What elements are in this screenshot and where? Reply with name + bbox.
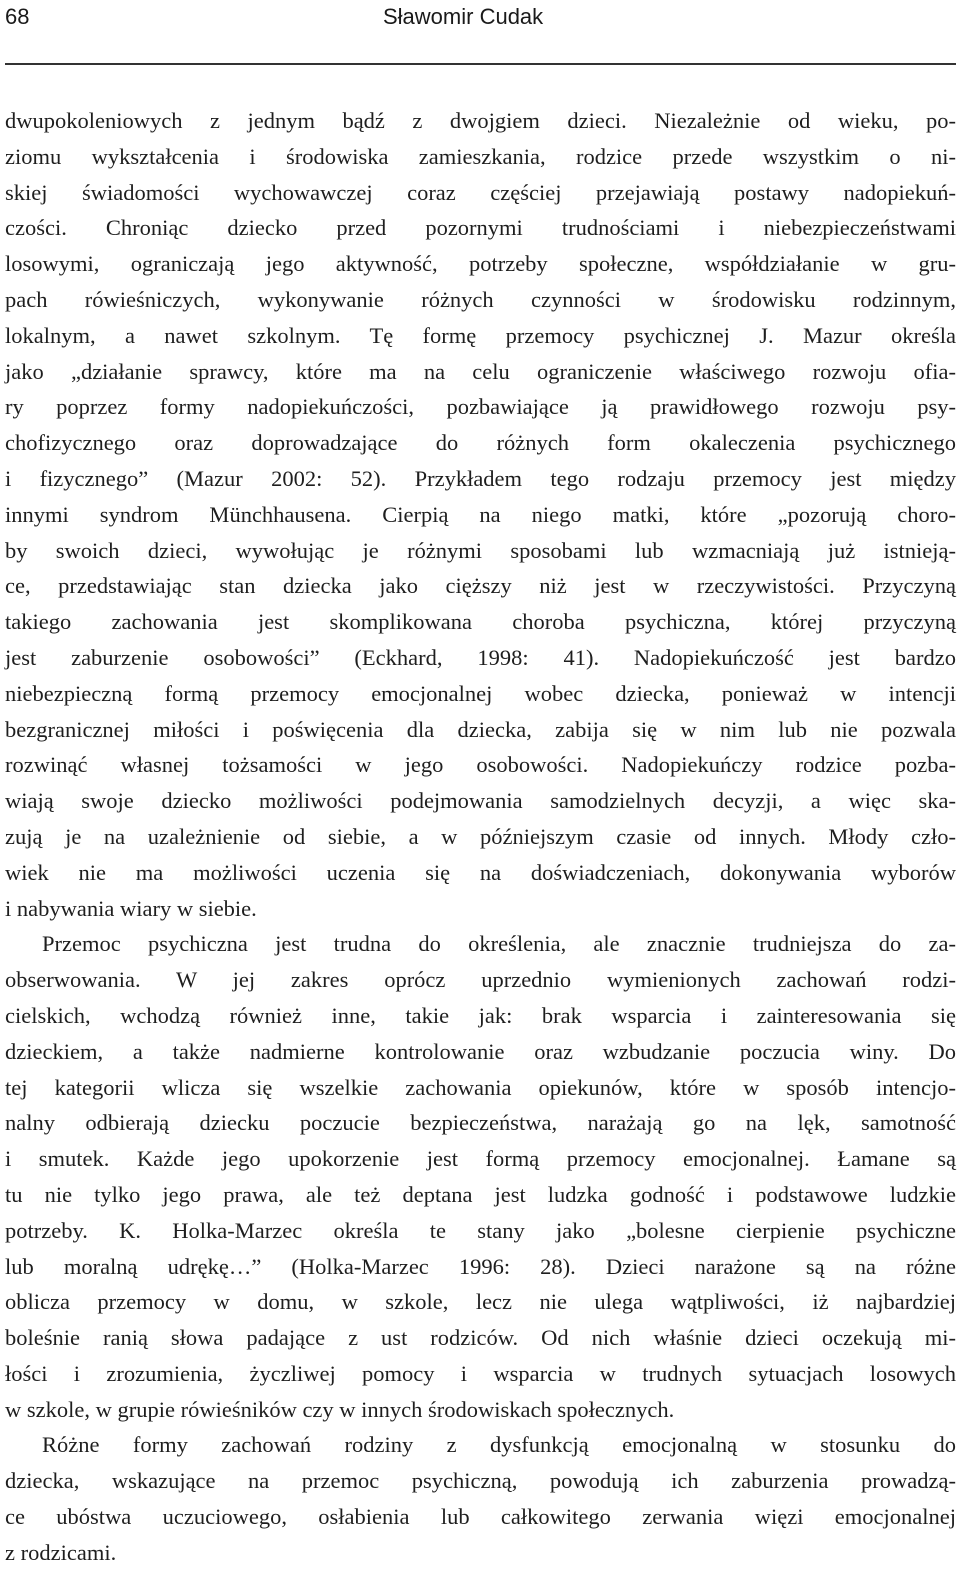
header-rule [5,63,956,65]
running-head: Sławomir Cudak [383,4,544,29]
page-header [5,0,955,34]
text-line: oblicza przemocy w domu, w szkole, lecz nie ulega wątpliwości, iż najbardziej [5,1289,956,1315]
text-line: pach rówieśniczych, wykonywanie różnych czynności w środowisku rodzinnym, [5,286,956,312]
text-line: jest zaburzenie osobowości” (Eckhard, 1998: 41). Nadopiekuńczość jest bardzo [5,644,956,670]
text-line: bezgranicznej miłości i poświęcenia dla dziecka, zabija się w nim lub nie pozwala [5,716,956,742]
text-line: jako „działanie sprawcy, które ma na celu ograniczenie właściwego rozwoju ofia- [5,358,956,384]
text-line: czości. Chroniąc dziecko przed pozornymi trudnościami i niebezpieczeństwami [5,215,956,241]
text-line: tu nie tylko jego prawa, ale też deptana jest ludzka godność i podstawowe ludzkie [5,1181,956,1207]
text-line: z rodzicami. [5,1539,117,1565]
paragraph-1 [5,103,956,926]
text-line: innymi syndrom Münchhausena. Cierpią na niego matki, które „pozorują choro- [5,501,956,527]
text-line: boleśnie ranią słowa padające z ust rodziców. Od nich właśnie dzieci oczekują mi- [5,1325,956,1351]
text-line: dzieckiem, a także nadmierne kontrolowanie oraz wzbudzanie poczucia winy. Do [5,1038,956,1064]
text-line: dziecka, wskazujące na przemoc psychiczną, powodują ich zaburzenia prowadzą- [5,1468,956,1494]
text-line: i nabywania wiary w siebie. [5,895,257,921]
body-text [5,103,956,1571]
text-line: wiają swoje dziecko możliwości podejmowania samodzielnych decyzji, a więc ska- [5,788,956,814]
text-line: ry poprzez formy nadopiekuńczości, pozbawiające ją prawidłowego rozwoju psy- [5,394,956,420]
text-line: losowymi, ograniczają jego aktywność, potrzeby społeczne, współdziałanie w gru- [5,251,956,277]
text-line: tej kategorii wlicza się wszelkie zachowania opiekunów, które w sposób intencjo- [5,1074,956,1100]
text-line: chofizycznego oraz doprowadzające do różnych form okaleczenia psychicznego [5,430,956,456]
text-line: niebezpieczną formą przemocy emocjonalnej wobec dziecka, ponieważ w intencji [5,680,956,706]
paragraph-2 [5,926,956,1427]
text-line: skiej świadomości wychowawczej coraz częściej przejawiają postawy nadopiekuń- [5,179,956,205]
text-line: dwupokoleniowych z jednym bądź z dwojgiem dzieci. Niezależnie od wieku, po- [5,108,956,133]
text-line: ce, przedstawiając stan dziecka jako cięższy niż jest w rzeczywistości. Przyczyną [5,573,956,599]
text-line: lub moralną udrękę…” (Holka-Marzec 1996: 28). Dzieci narażone są na różne [5,1253,956,1279]
text-line: rozwinąć własnej tożsamości w jego osobowości. Nadopiekuńczy rodzice pozba- [5,752,956,778]
text-line: ce ubóstwa uczuciowego, osłabienia lub całkowitego zerwania więzi emocjonalnej [5,1504,956,1530]
text-line: wiek nie ma możliwości uczenia się na doświadczeniach, dokonywania wyborów [5,859,956,885]
text-line: nalny odbierają dziecku poczucie bezpieczeństwa, narażają go na lęk, samotność [5,1110,956,1136]
text-line: łości i zrozumienia, życzliwej pomocy i wsparcia w trudnych sytuacjach losowych [5,1360,956,1386]
text-line: Różne formy zachowań rodziny z dysfunkcją emocjonalną w stosunku do [42,1432,956,1458]
page-number: 68 [5,4,30,29]
text-line: cielskich, wchodzą również inne, takie jak: brak wsparcia i zainteresowania się [5,1002,956,1028]
text-line: i smutek. Każde jego upokorzenie jest formą przemocy emocjonalnej. Łamane są [5,1146,956,1172]
text-line: ziomu wykształcenia i środowiska zamieszkania, rodzice przede wszystkim o ni- [5,143,956,169]
text-line: potrzeby. K. Holka-Marzec określa te stany jako „bolesne cierpienie psychiczne [5,1217,956,1243]
text-line: i fizycznego” (Mazur 2002: 52). Przykładem tego rodzaju przemocy jest między [5,465,956,491]
text-line: obserwowania. W jej zakres oprócz uprzednio wymienionych zachowań rodzi- [5,967,956,993]
text-line: Przemoc psychiczna jest trudna do określenia, ale znacznie trudniejsza do za- [42,931,956,957]
text-line: by swoich dzieci, wywołując je różnymi sposobami lub wzmacniają już istnieją- [5,537,956,563]
text-line: w szkole, w grupie rówieśników czy w innych środowiskach społecznych. [5,1396,675,1422]
paragraph-3 [5,1427,956,1570]
text-line: lokalnym, a nawet szkolnym. Tę formę przemocy psychicznej J. Mazur określa [5,322,956,348]
text-line: takiego zachowania jest skomplikowana choroba psychiczna, której przyczyną [5,609,956,635]
text-line: zują je na uzależnienie od siebie, a w późniejszym czasie od innych. Młody czło- [5,823,956,849]
